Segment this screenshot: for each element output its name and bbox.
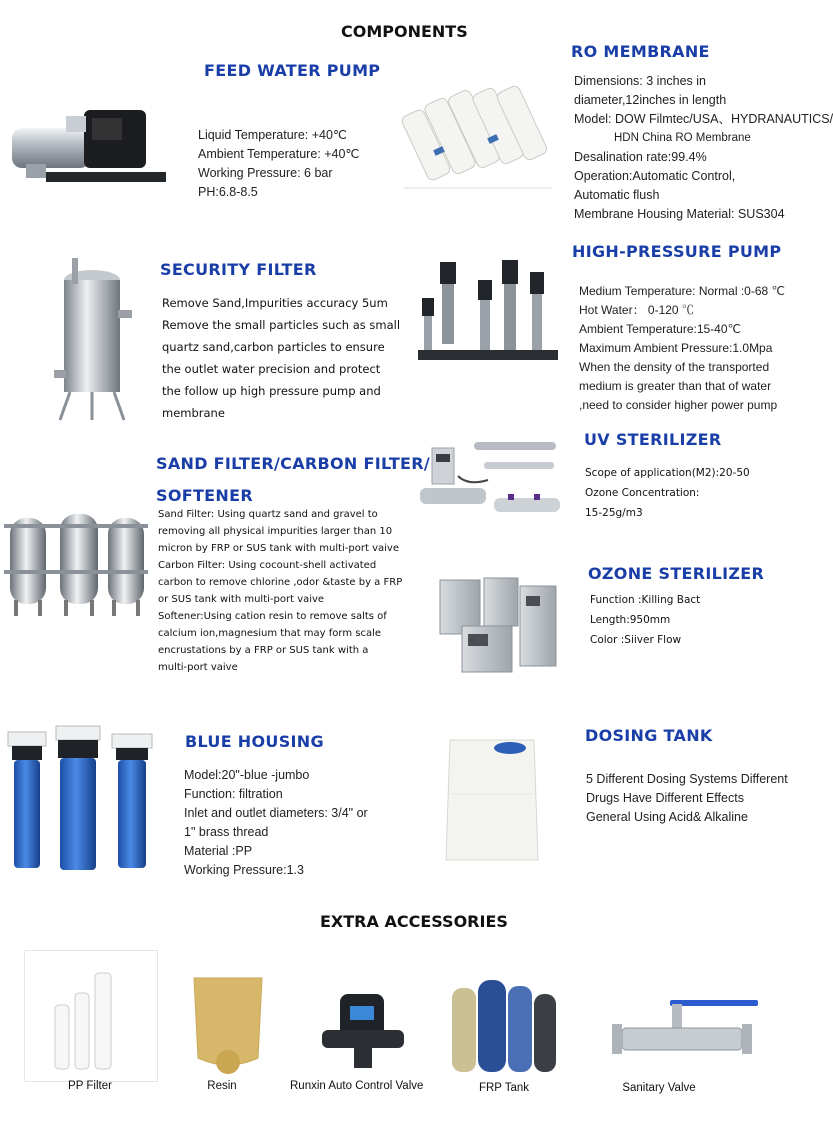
dosing-tank-image: [440, 734, 544, 866]
spec-line: Function: filtration: [184, 787, 283, 801]
high-pressure-pump-image: [418, 258, 558, 370]
spec-line: Model: DOW Filmtec/USA、HYDRANAUTICS/: [574, 112, 833, 126]
spec-line: or SUS tank with multi-port vaive: [158, 594, 325, 605]
ozone-sterilizer-specs: [590, 590, 700, 650]
spec-line: Function :Killing Bact: [590, 594, 701, 606]
spec-line: Medium Temperature: Normal :0-68 ℃: [579, 284, 785, 298]
ozone-sterilizer-image: [436, 574, 560, 686]
control-valve-image: [318, 990, 408, 1070]
accessory-caption: Resin: [207, 1080, 237, 1092]
spec-line: Working Pressure: 6 bar: [198, 166, 333, 180]
spec-line: micron by FRP or SUS tank with multi-port vaive: [158, 543, 399, 554]
spec-line: medium is greater than that of water: [579, 379, 772, 393]
spec-line: removing all physical impurities larger than 10: [158, 526, 393, 537]
uv-sterilizer-specs: [585, 463, 750, 523]
spec-line: the follow up high pressure pump and: [162, 384, 381, 398]
dosing-tank-specs: [586, 770, 788, 827]
ro-membrane-image: [404, 80, 552, 190]
accessory-caption: Runxin Auto Control Valve: [290, 1080, 424, 1092]
spec-line: Automatic flush: [574, 188, 660, 202]
spec-line: Scope of application(M2):20-50: [585, 467, 750, 479]
frp-tank-image: [448, 976, 558, 1080]
page-title: COMPONENTS: [341, 22, 468, 41]
sand-filter-specs: [158, 506, 402, 676]
feed-pump-heading: FEED WATER PUMP: [204, 61, 381, 80]
spec-line: Hot Water： 0-120 ℃: [579, 303, 694, 317]
extra-accessories-title: EXTRA ACCESSORIES: [320, 912, 508, 931]
spec-line: 15-25g/m3: [585, 507, 643, 519]
high-pressure-pump-heading: HIGH-PRESSURE PUMP: [572, 242, 782, 261]
blue-housing-heading: BLUE HOUSING: [185, 732, 324, 751]
spec-line: Working Pressure:1.3: [184, 863, 304, 877]
spec-line: calcium ion,magnesium that may form scale: [158, 628, 382, 639]
spec-line: Ambient Temperature: +40℃: [198, 147, 360, 161]
ro-membrane-heading: RO MEMBRANE: [571, 42, 710, 61]
sanitary-valve-image: [612, 986, 762, 1076]
spec-line: Color :Siiver Flow: [590, 634, 682, 646]
spec-line: Ambient Temperature:15-40℃: [579, 322, 742, 336]
spec-line: Softener:Using cation resin to remove salts of: [158, 611, 387, 622]
spec-line: Operation:Automatic Control,: [574, 169, 736, 183]
spec-line: Desalination rate:99.4%: [574, 150, 707, 164]
sand-filter-image: [4, 500, 148, 618]
spec-line: When the density of the transported: [579, 360, 770, 374]
spec-line: quartz sand,carbon particles to ensure: [162, 340, 385, 354]
spec-line: 1" brass thread: [184, 825, 269, 839]
spec-line: Material :PP: [184, 844, 253, 858]
spec-line: ,need to consider higher power pump: [579, 398, 778, 412]
spec-line: Membrane Housing Material: SUS304: [574, 207, 785, 221]
spec-line: Remove the small particles such as small: [162, 318, 401, 332]
spec-line: Ozone Concentration:: [585, 487, 700, 499]
spec-line: Length:950mm: [590, 614, 671, 626]
spec-line: diameter,12inches in length: [574, 93, 727, 107]
spec-line: encrustations by a FRP or SUS tank with a: [158, 645, 369, 656]
spec-line: HDN China RO Membrane: [614, 132, 751, 144]
blue-housing-specs: [184, 766, 368, 880]
spec-line: 5 Different Dosing Systems Different: [586, 772, 788, 786]
feed-pump-specs: [198, 126, 359, 202]
spec-line: membrane: [162, 406, 225, 420]
spec-line: Dimensions: 3 inches in: [574, 74, 707, 88]
dosing-tank-heading: DOSING TANK: [585, 726, 713, 745]
spec-line: PH:6.8-8.5: [198, 185, 258, 199]
spec-line: Liquid Temperature: +40℃: [198, 128, 347, 142]
ro-membrane-specs: [574, 72, 833, 224]
resin-image: [178, 968, 278, 1076]
accessory-caption: PP Filter: [68, 1080, 112, 1092]
uv-sterilizer-heading: UV STERILIZER: [584, 430, 722, 449]
spec-line: Sand Filter: Using quartz sand and gravel to: [158, 509, 378, 520]
pp-filter-image: [24, 950, 158, 1082]
blue-housing-image: [4, 722, 156, 872]
security-filter-heading: SECURITY FILTER: [160, 260, 317, 279]
sand-filter-heading: SAND FILTER/CARBON FILTER/: [156, 454, 431, 473]
feed-pump-image: [6, 98, 176, 198]
security-filter-image: [52, 250, 134, 422]
accessory-caption: FRP Tank: [478, 1082, 530, 1094]
spec-line: Model:20"-blue -jumbo: [184, 768, 310, 782]
softener-heading: SOFTENER: [156, 486, 253, 505]
spec-line: the outlet water precision and protect: [162, 362, 381, 376]
spec-line: Carbon Filter: Using cocount-shell activated: [158, 560, 377, 571]
spec-line: General Using Acid& Alkaline: [586, 810, 748, 824]
security-filter-specs: [162, 292, 400, 424]
spec-line: Drugs Have Different Effects: [586, 791, 744, 805]
high-pressure-pump-specs: [579, 282, 785, 415]
spec-line: Remove Sand,Impurities accuracy 5um: [162, 296, 388, 310]
uv-sterilizer-image: [418, 436, 564, 528]
accessory-caption: Sanitary Valve: [622, 1082, 696, 1094]
spec-line: Inlet and outlet diameters: 3/4" or: [184, 806, 368, 820]
spec-line: Maximum Ambient Pressure:1.0Mpa: [579, 341, 773, 355]
ozone-sterilizer-heading: OZONE STERILIZER: [588, 564, 765, 583]
spec-line: carbon to remove chlorine ,odor &taste by a FRP: [158, 577, 403, 588]
spec-line: multi-port vaive: [158, 662, 238, 673]
